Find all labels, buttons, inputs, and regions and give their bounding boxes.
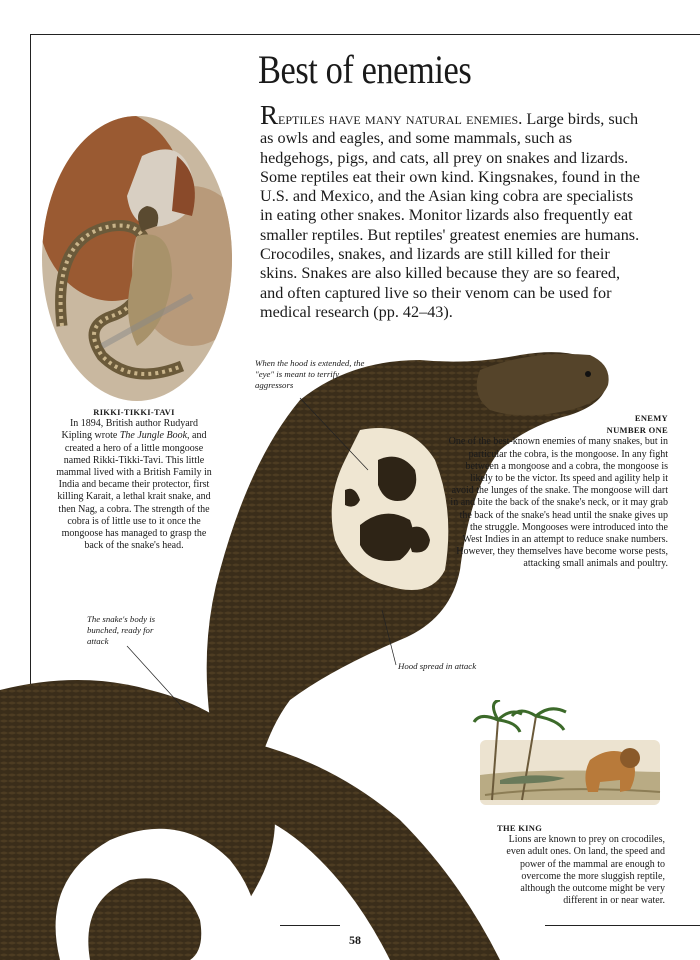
frame-top-rule: [30, 34, 700, 35]
king-caption: [497, 822, 665, 907]
drop-cap: R: [260, 100, 279, 130]
body-annotation: The snake's body is bunched, ready for attack: [87, 614, 156, 646]
enemy-heading: ENEMY: [634, 413, 668, 423]
enemy-heading: NUMBER ONE: [606, 425, 668, 436]
intro-paragraph: [260, 100, 640, 322]
rikki-book-title: The Jungle Book: [119, 430, 188, 442]
rikki-text: In 1894, British author Rudyard Kipling wrote: [61, 418, 199, 442]
page-number: 58: [349, 933, 361, 947]
intro-body: Large birds, such as owls and eagles, and some mammals, such as hedgehogs, pigs, and cats, all prey on snakes and lizards. Some reptiles eat their own kind. Kingsnakes, found in the U.S. and Mexico, and the Asian king cobra are specialists in eating other snakes. Monitor lizards also frequently eat smaller reptiles. But reptiles' greatest enemies are humans. Crocodiles, snakes, and lizards are still killed for their skins. Snakes are also killed because they are so feared, and often captured live so their venom can be used for medical research (pp. 42–43).: [260, 110, 640, 321]
intro-lead: eptiles have many natural enemies.: [278, 109, 523, 128]
spread-annotation: Hood spread in attack: [398, 661, 477, 671]
lion-crocodile-illustration: [470, 700, 665, 812]
king-heading: THE KING: [497, 823, 543, 833]
rikki-text: , and created a hero of a little mongoose named Rikki-Tikki-Tavi. This little mammal lived with a British Family in India and became their protector, first killing Karait, a lethal krait snake, and then Nag, a cobra. The strength of the cobra is of little use to it once the mongoose has managed to grasp the back of the snake's head.: [56, 430, 212, 552]
enemy-text: One of the best-known enemies of many snakes, but in particular the cobra, is the mongoose. In any fight between a mongoose and a cobra, the mongoose is likely to be the victor. Its speed and agility help it avoid the lunges of the snake. The mongoose will dart in and bite the back of the snake's neck, or it may grab the back of the snake's head until the snake gives up the struggle. Mongooses were introduced into the West Indies in an attempt to reduce snake numbers. However, they themselves have become worse pests, attacking small animals and poultry.: [448, 436, 668, 570]
hood-annotation: When the hood is extended, the "eye" is meant to terrify aggressors: [255, 358, 365, 390]
king-text: Lions are known to prey on crocodiles, even adult ones. On land, the speed and power of the mammal are enough to overcome the more sluggish reptile, although the outcome might be very different in or near water.: [506, 834, 665, 907]
page-title: Best of enemies: [258, 47, 472, 92]
rikki-heading: RIKKI-TIKKI-TAVI: [93, 407, 175, 417]
enemy-caption: [448, 412, 668, 571]
